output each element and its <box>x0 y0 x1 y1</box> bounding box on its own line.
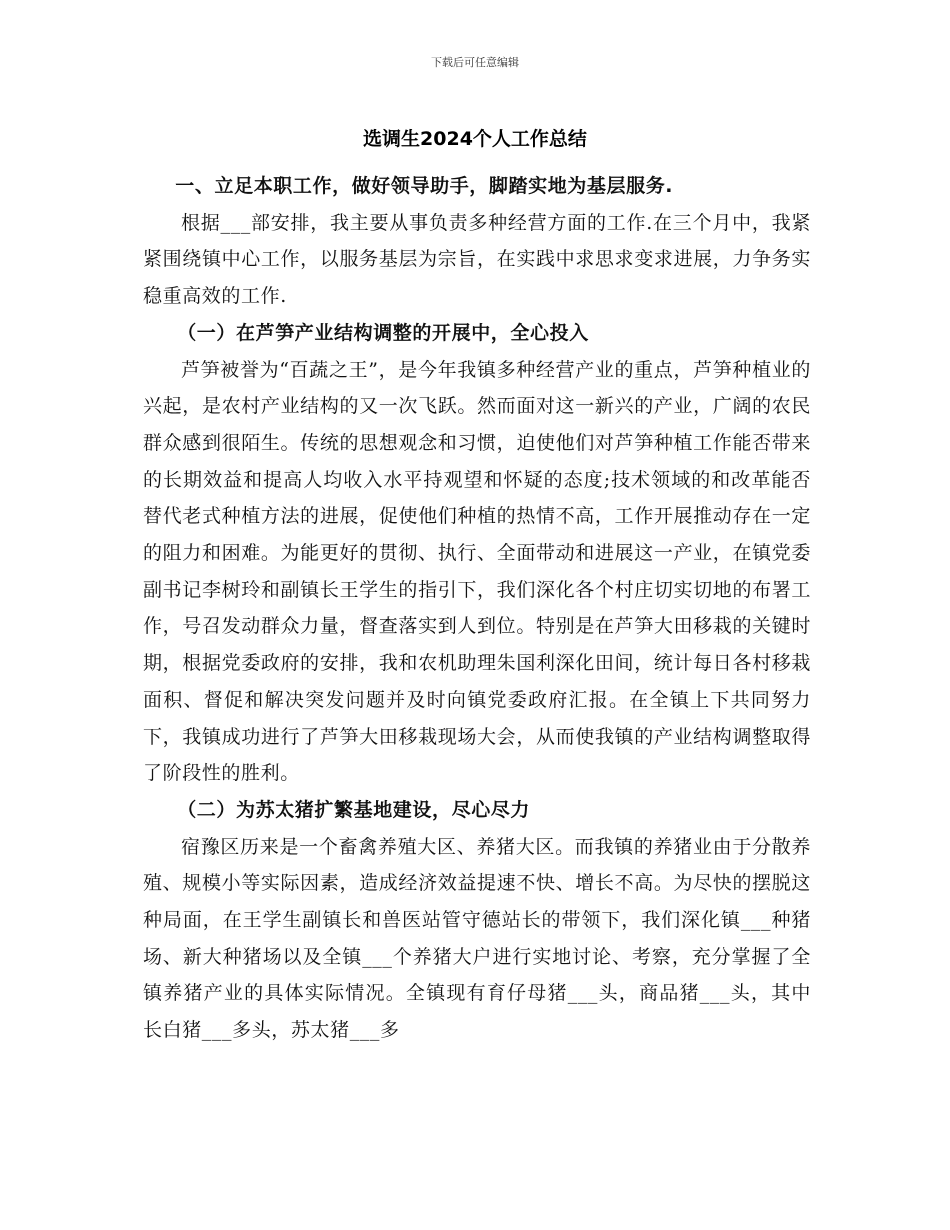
paragraph-intro: 根据___部安排，我主要从事负责多种经营方面的工作.在三个月中，我紧紧围绕镇中心工作，以服务基层为宗旨，在实践中求思求变求进展，力争务实稳重高效的工作. <box>143 211 811 308</box>
subsection-heading-2: （二）为苏太猪扩繁基地建设，尽心尽力 <box>177 798 530 821</box>
section-heading-1: 一、立足本职工作，做好领导助手，脚踏实地为基层服务. <box>175 175 674 197</box>
document-body <box>143 168 811 1049</box>
document-title: 选调生2024个人工作总结 <box>363 128 587 150</box>
paragraph-pig-farming: 宿豫区历来是一个畜禽养殖大区、养猪大区。而我镇的养猪业由于分散养殖、规模小等实际因素，造成经济效益提速不快、增长不高。为尽快的摆脱这种局面，在王学生副镇长和兽医站管守德站长的带领下，我们深化镇___种猪场、新大种猪场以及全镇___个养猪大户进行实地讨论、考察，充分掌握了全镇养猪产业的具体实际情况。全镇现有育仔母猪___头，商品猪___头，其中长白猪___多头，苏太猪___多 <box>143 835 811 1042</box>
header-note: 下载后可任意编辑 <box>431 56 519 69</box>
subsection-heading-1: （一）在芦笋产业结构调整的开展中，全心投入 <box>177 321 589 344</box>
paragraph-asparagus: 芦笋被誉为“百蔬之王”，是今年我镇多种经营产业的重点，芦笋种植业的兴起，是农村产业结构的又一次飞跃。然而面对这一新兴的产业，广阔的农民群众感到很陌生。传统的思想观念和习惯，迫使他们对芦笋种植工作能否带来的长期效益和提高人均收入水平持观望和怀疑的态度;技术领域的和改革能否替代老式种植方法的进展，促使他们种植的热情不高，工作开展推动存在一定的阻力和困难。为能更好的贯彻、执行、全面带动和进展这一产业，在镇党委副书记李树玲和副镇长王学生的指引下，我们深化各个村庄切实切地的布署工作，号召发动群众力量，督查落实到人到位。特别是在芦笋大田移栽的关键时期，根据党委政府的安排，我和农机助理朱国利深化田间，统计每日各村移栽面积、督促和解决突发问题并及时向镇党委政府汇报。在全镇上下共同努力下，我镇成功进行了芦笋大田移栽现场大会，从而使我镇的产业结构调整取得了阶段性的胜利。 <box>143 358 811 785</box>
